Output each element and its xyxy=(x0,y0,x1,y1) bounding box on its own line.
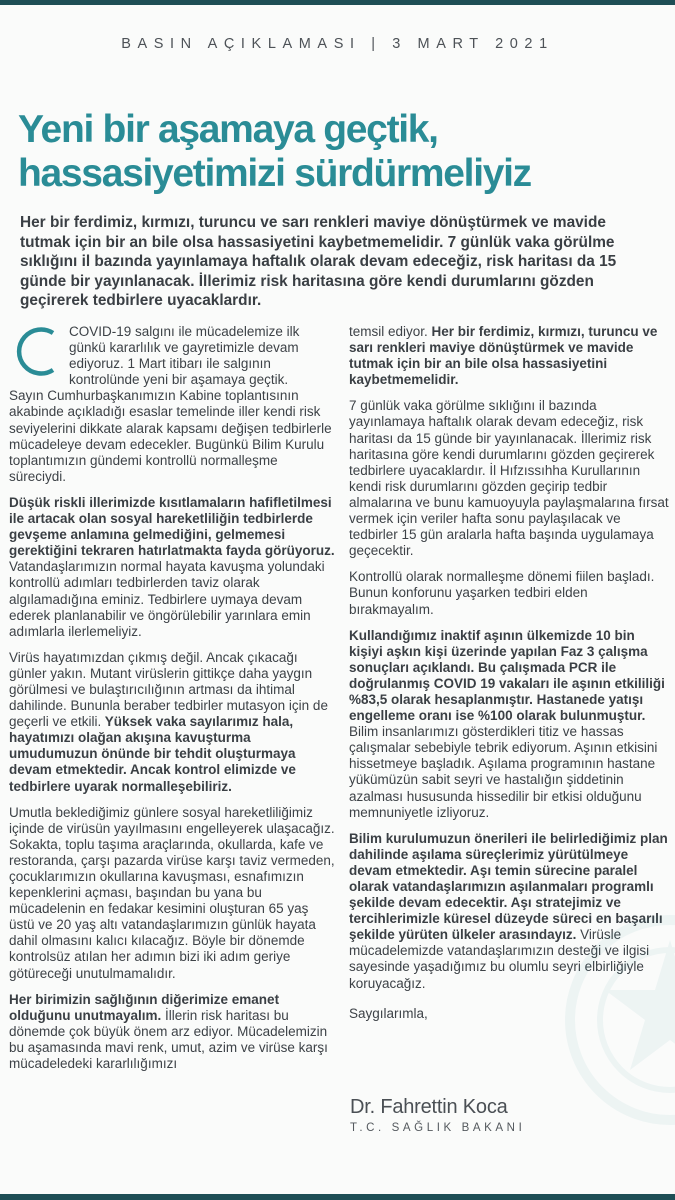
left-column xyxy=(9,324,335,1082)
paragraph: Kontrollü olarak normalleşme dönemi fiilen başladı. Bunun konforunu yaşarken tedbiri elden bırakmayalım. xyxy=(349,569,655,617)
paragraph-text: temsil ediyor. xyxy=(349,324,428,339)
headline-line-2: hassasiyetimizi sürdürmeliyiz xyxy=(18,152,531,195)
paragraph-text: İllerin risk haritası bu dönemde çok büyük önem arz ediyor. Mücadelemizin bu aşamasında mavi renk, umut, azim ve virüse karşı mücadeledeki kararlılığımızı xyxy=(9,1007,328,1072)
paragraph-text: Sayın Cumhurbaşkanımızın Kabine toplantısının akabinde açıkladığı esaslar temelinde iller kendi risk seviyelerini dikkate alarak kapsamı değişen tedbirlerle mücadeleye devam edecekler. Bugünkü Bilim Kurulu toplantımızın gündemi kontrollü normalleşme süreciydi. xyxy=(9,388,332,484)
paragraph: Umutla beklediğimiz günlere sosyal hareketliliğimiz içinde de virüsün yayılmasını engelleyerek ulaşacağız. Sokakta, toplu taşıma araçlarında, okullarda, kafe ve restoranda, çarşı pazarda virüse karşı taviz vermeden, çocuklarımızın okullarına kavuşması, esnafımızın kepenklerini açması, başından bu yana bu mücadelenin en fedakar kesimini oluşturan 65 yaş üstü ve 20 yaş altı vatandaşlarımızın günlük hayata dahil olmasını kalıcı kılacağız. Böyle bir dönemde kontrolsüz atılan her adımın bizi iki adım geriye götüreceği unutulmamalıdır. xyxy=(9,804,335,981)
paragraph: 7 günlük vaka görülme sıklığını il bazında yayınlamaya haftalık olarak devam edeceğiz, risk haritası da 15 günde bir yayınlanacak. İllerimiz risk haritasına göre kendi durumlarını gözden geçirerek tedbirlere uyacaklardır. İl Hıfzıssıhha Kurullarının kendi risk durumlarını gözden geçirip tedbir almalarına ve bunu kamuoyuyla paylaşmalarına fırsat vermek için veriler hafta sonu paylaşılacak ve tedbirler 15 gün aralarla hafta başında uygulamaya geçecektir. xyxy=(349,398,669,559)
bold-text: Bilim kurulumuzun önerileri ile belirlediğimiz plan dahilinde aşılama süreçlerimiz yürütülmeye devam etmektedir. Aşı temin sürecine paralel olarak vatandaşlarımızın aşılanmaları programlı şekilde devam edecektir. Aşı stratejimiz ve tercihlerimizle küresel düzeyde süreci en başarılı şekilde yürüten ülkeler arasındayız. xyxy=(349,830,668,943)
bold-text: Her bir ferdimiz, kırmızı, turuncu ve sarı renkleri maviye dönüştürmek ve mavide tutmak için bir an bile olsa hassasiyetini kaybetmemelidir. xyxy=(349,324,658,388)
paragraph xyxy=(9,650,335,795)
signature-block xyxy=(350,1096,670,1134)
closing: Saygılarımla, xyxy=(349,1005,428,1021)
bottom-border xyxy=(0,1194,675,1200)
headline xyxy=(18,108,668,196)
bold-text: Düşük riskli illerimizde kısıtlamaların hafifletilmesi ile artacak olan sosyal hareketliliğin tedbirlerde gevşeme anlamına gelmediğini, gelmemesi gerektiğini tekraren hatırlatmakta fayda görüyoruz. xyxy=(9,494,335,559)
paragraph-text: Vatandaşlarımızın normal hayata kavuşma yolundaki kontrollü adımları tedbirlerden taviz olarak algılamadığına eminiz. Tedbirlere uymaya devam ederek planlanabilir ve öngörülebilir yarınlara emin adımlarla ilerlemeliyiz. xyxy=(9,559,325,639)
paragraph xyxy=(349,324,671,388)
bold-text: Yüksek vaka sayılarımız hala, hayatımızı olağan akışına kavuşturma umudumuzun önünde bir tehdit oluşturmaya devam etmektedir. Ancak kontrol elimizde ve tedbirlere uyarak normalleşebiliriz. xyxy=(9,714,296,794)
bold-text: Her birimizin sağlığının diğerimize emanet olduğunu unutmayalım. xyxy=(9,991,280,1023)
paragraph-text: Bilim insanlarımızı gösterdikleri titiz ve hassas çalışmalar sebebiyle tebrik ediyorum. Aşının etkisini hissetmeye başladık. Aşılama programının hastane yükümüzün sabit seyri ve hastalığın şiddetinin azalması hususunda hissedilir bir etkisi olduğunu memnuniyetle izliyoruz. xyxy=(349,724,658,820)
dropcap-line: COVID-19 salgını ile mücadelemize ilk xyxy=(69,324,300,339)
signatory-title: T.C. SAĞLIK BAKANI xyxy=(350,1122,526,1134)
paragraph xyxy=(349,628,671,821)
paragraph xyxy=(9,495,335,640)
signatory-name: Dr. Fahrettin Koca xyxy=(350,1096,508,1118)
paragraph xyxy=(9,992,335,1072)
paragraph-text: Virüs hayatımızdan çıkmış değil. Ancak çıkacağı günler yakın. Mutant virüslerin gittikçe daha yaygın görülmesi ve bulaştırıcılığının artması da ihtimal dahilinde. Bununla beraber tedbirler mutasyon için de geçerli ve etkili. xyxy=(9,649,328,730)
paragraph xyxy=(9,324,335,485)
bold-text: Kullandığımız inaktif aşının ülkemizde 10 bin kişiyi aşkın kişi üzerinde yapılan Faz 3 çalışma sonuçları açıklandı. Bu çalışmada PCR ile doğrulanmış COVID 19 vakaları ile aşının etkililiği %83,5 olarak hesaplanmıştır. Hastanede yatışı engelleme oranı ise %100 olarak bulunmuştur. xyxy=(349,627,665,724)
dropcap-line: kontrolünde yeni bir aşamaya geçtik. xyxy=(69,372,289,388)
dropcap-line: ediyoruz. 1 Mart itibarı ile salgının xyxy=(69,356,271,372)
paragraph-text: Virüsle mücadelemizde vatandaşlarımızın desteği ve ilgisi sayesinde yaşadığımız bu olumlu seyri elbirliğiyle koruyacağız. xyxy=(349,927,650,991)
lead-paragraph: Her bir ferdimiz, kırmızı, turuncu ve sarı renkleri maviye dönüştürmek ve mavide tutmak için bir an bile olsa hassasiyetini kaybetmemelidir. 7 günlük vaka görülme sıklığını il bazında yayınlamaya haftalık olarak devam edeceğiz, risk haritası da 15 günde bir yayınlanacak. İllerimiz risk haritasına göre kendi durumlarını gözden geçirerek tedbirlere uyacaklardır. xyxy=(20,214,617,309)
dropcap-line: günkü kararlılık ve gayretimizle devam xyxy=(69,340,299,356)
press-release-header: BASIN AÇIKLAMASI | 3 MART 2021 xyxy=(121,36,554,52)
headline-line-1: Yeni bir aşamaya geçtik, xyxy=(18,108,438,151)
top-border xyxy=(0,0,675,5)
